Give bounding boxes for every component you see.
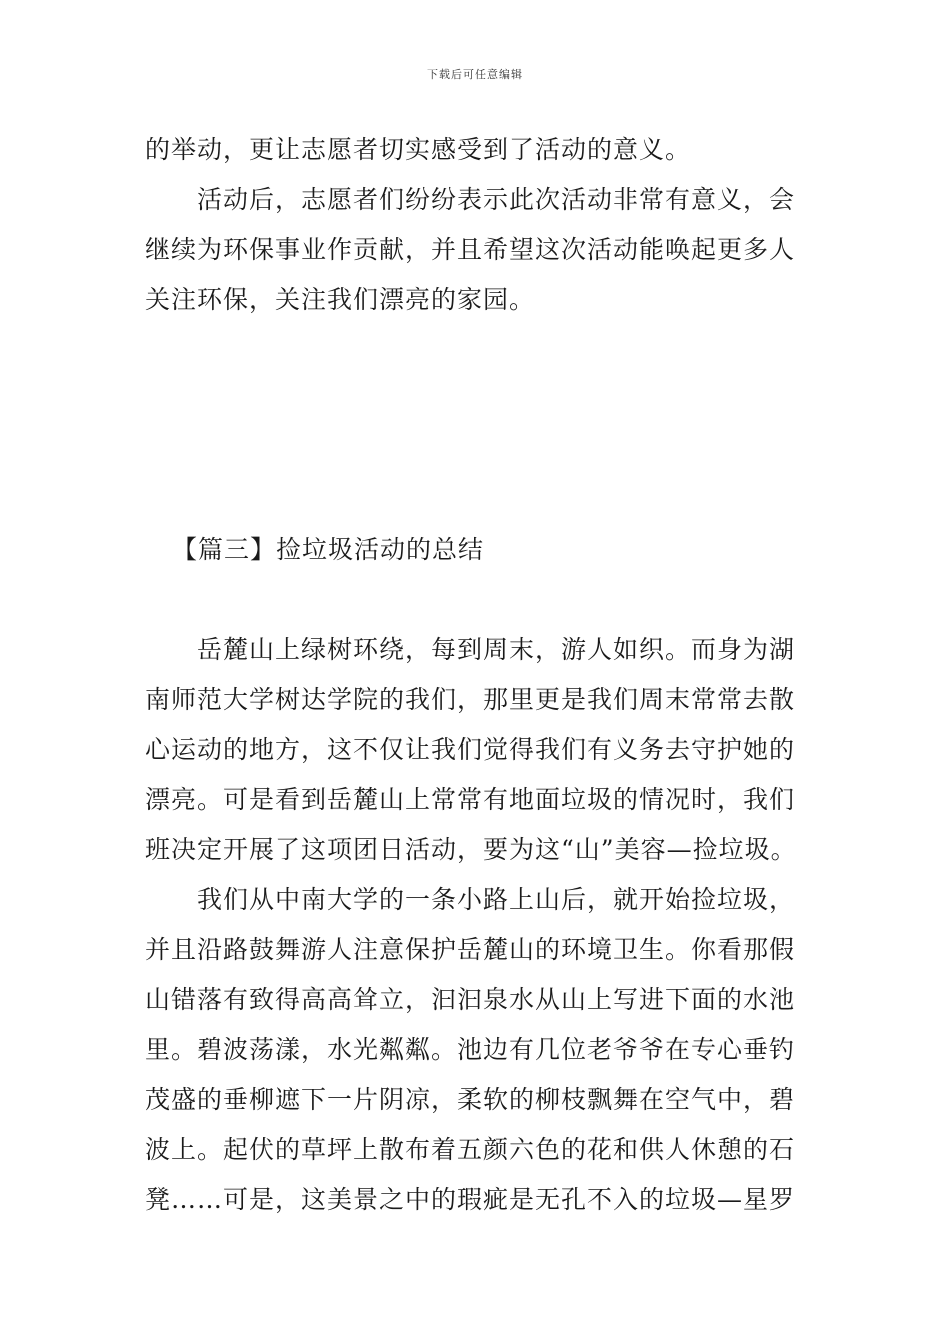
text-line: 心运动的地方，这不仅让我们觉得我们有义务去守护她的 [145,735,796,764]
section-heading: 【篇三】捡垃圾活动的总结 [172,535,485,564]
text-line: 的举动，更让志愿者切实感受到了活动的意义。 [145,135,692,164]
text-line: 茂盛的垂柳遮下一片阴凉，柔软的柳枝飘舞在空气中，碧 [145,1085,796,1114]
body-text-top [145,125,810,325]
text-line: 关注环保，关注我们漂亮的家园。 [145,285,536,314]
text-line: 山错落有致得高高耸立，汩汩泉水从山上写进下面的水池 [145,985,796,1014]
text-line: 凳……可是，这美景之中的瑕疵是无孔不入的垃圾—星罗 [145,1185,796,1214]
text-line: 并且沿路鼓舞游人注意保护岳麓山的环境卫生。你看那假 [145,935,796,964]
page-header-note: 下载后可任意编辑 [427,68,523,81]
text-line: 活动后，志愿者们纷纷表示此次活动非常有意义，会 [197,185,796,214]
text-line: 班决定开展了这项团日活动，要为这“山”美容—捡垃圾。 [145,835,797,864]
text-line: 继续为环保事业作贡献，并且希望这次活动能唤起更多人 [145,235,796,264]
text-line: 岳麓山上绿树环绕，每到周末，游人如织。而身为湖 [197,635,796,664]
body-text-main [145,625,810,1225]
text-line: 波上。起伏的草坪上散布着五颜六色的花和供人休憩的石 [145,1135,796,1164]
text-line: 漂亮。可是看到岳麓山上常常有地面垃圾的情况时，我们 [145,785,796,814]
text-line: 里。碧波荡漾，水光粼粼。池边有几位老爷爷在专心垂钓 [145,1035,796,1064]
text-line: 我们从中南大学的一条小路上山后，就开始捡垃圾， [197,885,796,914]
text-line: 南师范大学树达学院的我们，那里更是我们周末常常去散 [145,685,796,714]
